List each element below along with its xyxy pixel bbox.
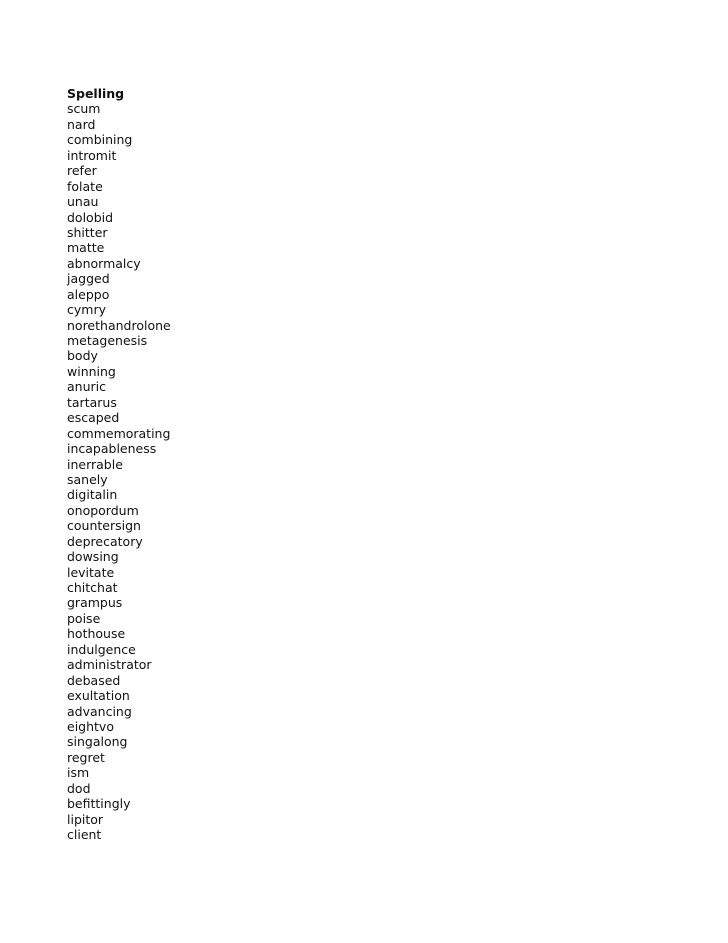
spelling-word: lipitor [67,811,104,827]
spelling-word: exultation [67,688,130,704]
spelling-word: dolobid [67,209,114,225]
spelling-word: shitter [67,224,108,240]
spelling-word: anuric [67,379,106,395]
spelling-word: client [67,827,102,842]
spelling-word: nard [67,116,96,132]
spelling-word: matte [67,240,105,256]
spelling-word: countersign [67,518,141,534]
spelling-word: refer [67,163,97,179]
spelling-word: inerrable [67,456,123,472]
spelling-word: jagged [67,271,110,287]
spelling-word: singalong [67,734,128,750]
spelling-word: scum [67,101,101,117]
spelling-word: dod [67,780,91,796]
spelling-word: eightvo [67,718,114,734]
spelling-word: onopordum [67,502,139,518]
spelling-word: regret [67,749,105,765]
spelling-word-list [67,101,171,842]
spelling-word: commemorating [67,425,171,441]
document-content [67,86,171,842]
spelling-word: intromit [67,147,117,163]
spelling-word: metagenesis [67,333,148,348]
spelling-word: grampus [67,595,123,611]
spelling-word: administrator [67,657,152,673]
spelling-word: winning [67,363,116,379]
spelling-word: deprecatory [67,533,143,549]
spelling-word: combining [67,132,133,148]
spelling-word: digitalin [67,487,118,503]
spelling-word: poise [67,610,101,626]
spelling-word: escaped [67,410,120,426]
spelling-word: indulgence [67,641,136,657]
spelling-word: folate [67,178,103,194]
spelling-word: chitchat [67,580,118,595]
spelling-word: body [67,348,98,364]
spelling-word: debased [67,672,121,688]
spelling-word: advancing [67,703,132,719]
spelling-word: unau [67,194,99,210]
spelling-word: sanely [67,471,108,487]
spelling-word: incapableness [67,441,157,457]
spelling-word: hothouse [67,626,126,642]
spelling-word: dowsing [67,549,119,565]
spelling-word: norethandrolone [67,317,171,333]
spelling-heading: Spelling [67,86,125,101]
spelling-word: levitate [67,564,115,580]
spelling-word: abnormalcy [67,255,141,271]
spelling-word: cymry [67,302,106,318]
spelling-word: ism [67,765,90,781]
spelling-word: aleppo [67,286,110,302]
spelling-word: tartarus [67,394,117,410]
spelling-word: befittingly [67,796,131,812]
